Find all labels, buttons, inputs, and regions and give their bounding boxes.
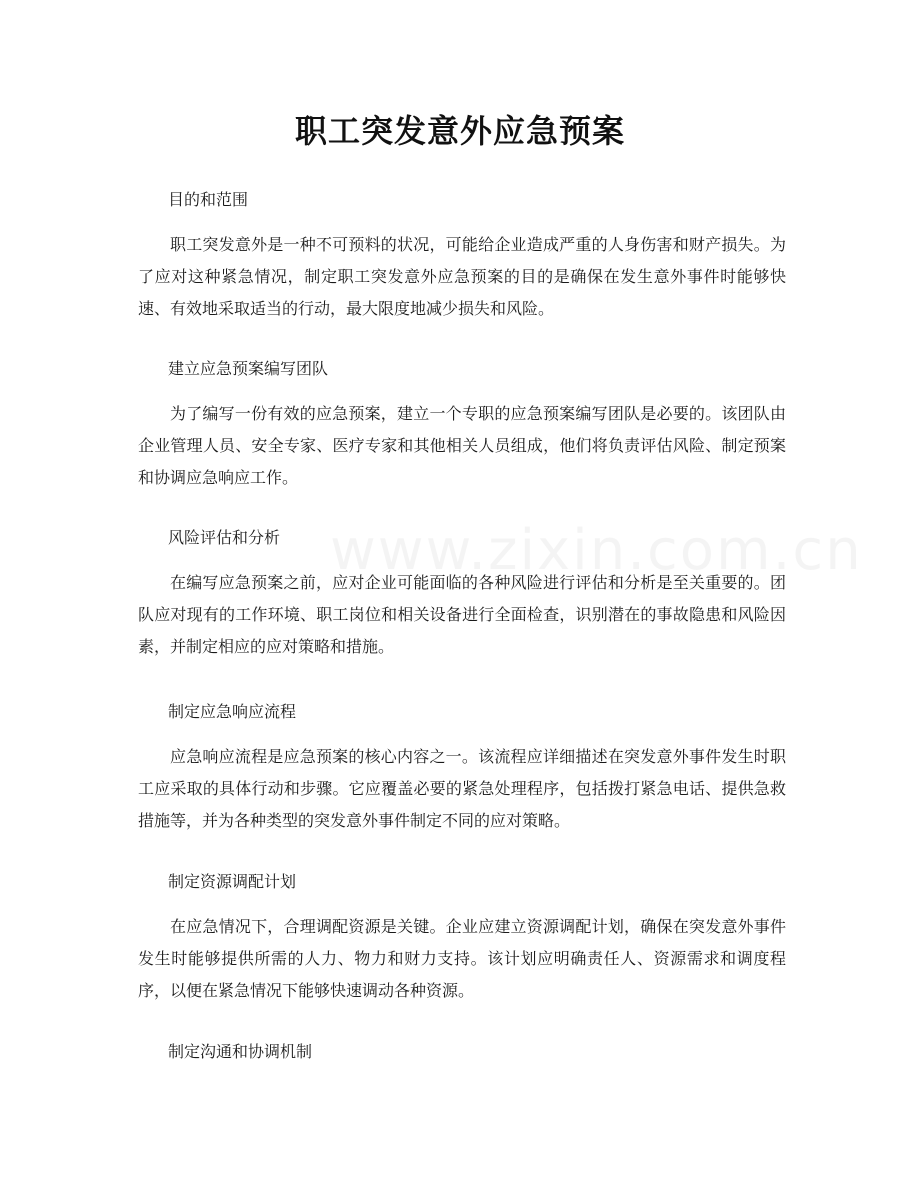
section-heading-risk: 风险评估和分析 (168, 528, 281, 547)
section-body-team: 为了编写一份有效的应急预案，建立一个专职的应急预案编写团队是必要的。该团队由企业管理人员、安全专家、医疗专家和其他相关人员组成，他们将负责评估风险、制定预案和协调应急响应工作。 (138, 404, 786, 487)
section-heading-communication: 制定沟通和协调机制 (168, 1042, 313, 1061)
section-heading-team: 建立应急预案编写团队 (168, 359, 329, 378)
section-body-resources: 在应急情况下，合理调配资源是关键。企业应建立资源调配计划，确保在突发意外事件发生时能够提供所需的人力、物力和财力支持。该计划应明确责任人、资源需求和调度程序，以便在紧急情况下能够快速调动各种资源。 (138, 917, 786, 1000)
section-body-purpose: 职工突发意外是一种不可预料的状况，可能给企业造成严重的人身伤害和财产损失。为了应对这种紧急情况，制定职工突发意外应急预案的目的是确保在发生意外事件时能够快速、有效地采取适当的行动，最大限度地减少损失和风险。 (138, 235, 786, 318)
section-body-response: 应急响应流程是应急预案的核心内容之一。该流程应详细描述在突发意外事件发生时职工应采取的具体行动和步骤。它应覆盖必要的紧急处理程序，包括拨打紧急电话、提供急救措施等，并为各种类型的突发意外事件制定不同的应对策略。 (138, 747, 786, 830)
section-body-risk: 在编写应急预案之前，应对企业可能面临的各种风险进行评估和分析是至关重要的。团队应对现有的工作环境、职工岗位和相关设备进行全面检查，识别潜在的事故隐患和风险因素，并制定相应的应对策略和措施。 (138, 573, 786, 656)
section-heading-purpose: 目的和范围 (168, 190, 249, 209)
document-title: 职工突发意外应急预案 (294, 112, 625, 150)
section-heading-resources: 制定资源调配计划 (168, 872, 297, 891)
section-heading-response: 制定应急响应流程 (168, 702, 297, 721)
